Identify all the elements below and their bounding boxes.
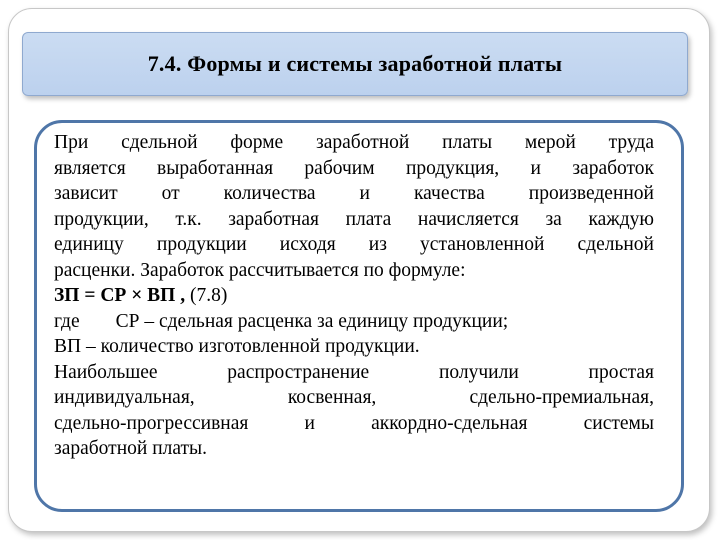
formula: ЗП = СР × ВП , <box>54 285 186 306</box>
slide-title: 7.4. Формы и системы заработной платы <box>147 51 563 76</box>
formula-number: (7.8) <box>185 285 228 306</box>
title-banner <box>22 32 688 96</box>
vp-definition: ВП – количество изготовленной продукции. <box>54 336 420 357</box>
body-line: является выработанная рабочим продукция, и заработок <box>54 157 654 179</box>
formula-line <box>54 283 654 309</box>
body-line: сдельно-прогрессивная и аккордно-сдельная системы <box>54 412 654 434</box>
body-line: При сдельной форме заработной платы мерой труда <box>54 132 654 153</box>
body-text <box>54 130 654 462</box>
body-line: индивидуальная, косвенная, сдельно-премиальная, <box>54 387 654 408</box>
body-line: продукции, т.к. заработная плата начисляется за каждую <box>54 208 654 230</box>
where-word: где <box>54 310 80 332</box>
body-line: единицу продукции исходя из установленной сдельной <box>54 234 654 255</box>
body-line: Наибольшее распространение получили простая <box>54 361 654 383</box>
where-line <box>54 309 654 335</box>
body-line: расценки. Заработок рассчитывается по формуле: <box>54 259 466 281</box>
body-line: заработной платы. <box>54 438 208 459</box>
where-definition: СР – сдельная расценка за единицу продукции; <box>115 310 509 332</box>
body-line: зависит от количества и качества произведенной <box>54 183 654 204</box>
